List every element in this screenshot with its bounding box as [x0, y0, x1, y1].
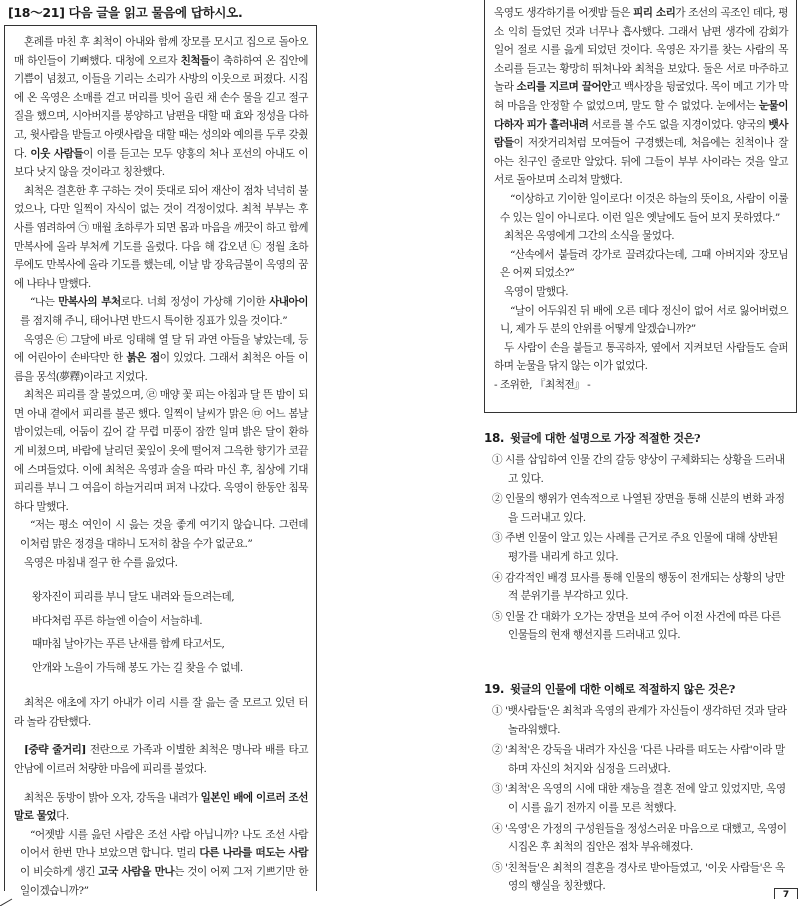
- text-run: 전란으로 가족과 이별한 최척은 명나라 배를 타고 안남에 이르러 처량한 마음에 피리를 불었다.: [14, 744, 308, 775]
- emphasized-text: 고국 사람을 만나: [98, 865, 175, 878]
- narrative-paragraph: [494, 283, 788, 302]
- text-run: “나는: [30, 296, 59, 309]
- poem: [14, 586, 308, 680]
- narrative-paragraph: [14, 741, 308, 778]
- text-run: 최척은 옥영에게 그간의 소식을 물었다.: [504, 230, 675, 243]
- spacer: [14, 779, 308, 789]
- answer-choice[interactable]: ② '최척'은 강둑을 내려가 자신을 '다른 나라를 떠도는 사람'이라 말하며 자신의 처지와 심정을 드러냈다.: [492, 744, 785, 775]
- narrative-paragraph: [14, 386, 308, 516]
- dialogue-paragraph: [14, 826, 308, 900]
- text-run: 최척은 애초에 자기 아내가 이리 시를 잘 읊는 줄 모르고 있던 터라 놀라 감탄했다.: [14, 697, 308, 728]
- question-stem: [484, 681, 790, 697]
- poem-line: 왕자진이 피리를 부니 달도 내려와 들으려는데,: [32, 591, 235, 604]
- dialogue-paragraph: [14, 293, 308, 330]
- answer-choice[interactable]: ④ 감각적인 배경 묘사를 통해 인물의 행동이 전개되는 상황의 낭만적 분위기를 부각하고 있다.: [492, 571, 785, 603]
- text-run: “산속에서 붙들려 강가로 끌려갔다는데, 그때 아버지와 장모님은 어찌 되었소?”: [500, 248, 788, 280]
- text-run: 이 비슷하게 생긴: [20, 865, 99, 878]
- narrative-paragraph: [14, 554, 308, 573]
- text-run: 두 사람이 손을 붙들고 통곡하자, 옆에서 지켜보던 사람들도 슬퍼하며 눈물을 닦지 않는 이가 없었다.: [494, 341, 788, 373]
- text-run: “이상하고 기이한 일이로다! 이것은 하늘의 뜻이요, 사람이 이룰 수 있는 일이 아니로다. 이런 일은 옛날에도 들어 보지 못하였다.”: [500, 192, 788, 224]
- poem-line: 때마침 날아가는 푸른 난새를 함께 타고서도,: [32, 638, 225, 651]
- text-run: 최척은 동방이 밝아 오자, 강독을 내려가: [24, 791, 201, 804]
- question-text: 윗글의 인물에 대한 이해로 적절하지 않은 것은?: [510, 682, 735, 696]
- emphasized-text: 일본인 배에 이르러 조선말로 물었: [14, 791, 308, 823]
- emphasized-text: 사내아이: [269, 296, 308, 309]
- spacer: [14, 731, 308, 741]
- narrative-paragraph: [14, 182, 308, 294]
- question-number: 19.: [484, 682, 505, 696]
- answer-choice[interactable]: ① 시를 삽입하여 인물 간의 갈등 양상이 구체화되는 상황을 드러내고 있다.: [492, 454, 785, 485]
- emphasized-text: 피리 소리: [632, 7, 676, 19]
- dialogue-paragraph: [494, 190, 788, 227]
- text-run: “날이 어두워진 뒤 배에 오른 데다 정신이 없어 서로 잃어버렸으니, 제가 두 분의 안위를 어떻게 알겠습니까?”: [500, 304, 788, 336]
- corner-mark: [0, 891, 14, 899]
- answer-choice[interactable]: ② 인물의 행위가 연속적으로 나열된 장면을 통해 신분의 변화 과정을 드러내고 있다.: [492, 493, 785, 524]
- spacer: [14, 572, 308, 586]
- question-number: 18.: [484, 431, 505, 445]
- narrative-paragraph: [494, 339, 788, 376]
- narrative-paragraph: [494, 227, 788, 246]
- emphasized-text: 소리를 지르며 끌어안: [516, 81, 611, 94]
- text-run: 옥영도 생각하기를 어젯밤 들은: [494, 7, 633, 19]
- text-run: 옥영은 ㉢ 그달에 바로 잉태해 열 달 뒤 과연 아들을 낳았는데, 등에 어린아이 손바닥만 한: [14, 333, 308, 365]
- text-run: 다.: [56, 810, 69, 823]
- text-run: “어젯밤 시를 읊던 사람은 조선 사람 아닙니까? 나도 조선 사람이어서 한번 만나 보았으면 합니다. 멀리: [20, 828, 308, 860]
- text-run: 이 이를 듣고는 모두 양홍의 처나 포선의 아내도 이보다 낫지 않을 것이라고 칭찬했다.: [14, 147, 308, 179]
- text-run: 이 축하하여 온 집안에 기쁨이 넘쳤고, 이들을 기리는 소리가 사방의 이웃으로 퍼졌다. 시집에 온 옥영은 소매를 걷고 머리를 빗어 올린 채 손수 물을 긷고 절구질을 했으며, 시아버지를 봉양하고 남편을 대할 때 효와 정성을 다하고, 윗사람을 받들고 아랫사람을 대할 때는 성의와 예의를 두루 갖췄다.: [14, 54, 308, 160]
- emphasized-text: 다른 나라를 떠도는 사람: [199, 847, 309, 860]
- narrative-paragraph: [494, 4, 788, 190]
- question-text: 윗글에 대한 설명으로 가장 적절한 것은?: [510, 431, 701, 445]
- dialogue-paragraph: [494, 302, 788, 339]
- emphasized-text: 이웃 사람들: [30, 147, 84, 160]
- answer-choice[interactable]: ① '뱃사람들'은 최척과 옥영의 관계가 자신들이 생각하던 것과 달라 놀라워했다.: [492, 705, 787, 736]
- text-run: 혼례를 마친 후 최척이 아내와 함께 장모를 모시고 집으로 돌아오매 하인들이 기뻐했다. 대청에 오르자: [14, 36, 308, 67]
- emphasized-text: 만복사의 부처: [58, 296, 121, 309]
- question-18: [484, 430, 790, 647]
- emphasized-text: [중략 줄거리]: [24, 744, 86, 757]
- question-range-header: [18～21] 다음 글을 읽고 물음에 답하시오.: [8, 5, 243, 20]
- question-stem: [484, 430, 790, 446]
- poem-line: 안개와 노을이 가득해 봉도 가는 길 찾을 수 없네.: [32, 661, 243, 674]
- text-run: 는 것이 어찌 그저 기쁘기만 한 일이겠습니까?”: [20, 865, 308, 897]
- answer-choice[interactable]: ③ 주변 인물이 알고 있는 사례를 근거로 주요 인물에 대해 상반된 평가를 내리게 하고 있다.: [492, 532, 778, 563]
- passage-right-column: [494, 4, 788, 394]
- emphasized-text: 뱃사람들: [494, 118, 788, 150]
- text-run: 가 조선의 곡조인 데다, 평소 익히 들었던 것과 너무나 흡사했다. 그래서 남편 생각에 감회가 일어 절로 시를 읊게 되었던 것이다. 옥영은 자기를 찾는 사람의 목소리를 듣고는 황망히 뛰쳐나와 최척을 보았다. 둘은 서로 마주하고 놀라: [494, 7, 788, 94]
- text-run: 이 있었다. 그래서 최척은 아들 이름을 몽석(夢釋)이라고 지었다.: [14, 352, 308, 383]
- answer-choice[interactable]: ③ '최척'은 옥영의 시에 대한 재능을 결혼 전에 알고 있었지만, 옥영이 시를 읊기 전까지 이를 모른 척했다.: [492, 783, 786, 814]
- passage-left-column: [14, 33, 308, 900]
- text-run: 옥영은 마침내 절구 한 수를 읊었다.: [24, 556, 178, 569]
- source-attribution: - 조위한, 『최척전』 -: [494, 378, 591, 391]
- narrative-paragraph: [14, 789, 308, 826]
- narrative-paragraph: [14, 33, 308, 182]
- emphasized-text: 붉은 점: [126, 352, 160, 365]
- text-run: 최척은 결혼한 후 구하는 것이 뜻대로 되어 재산이 점차 넉넉히 불었으나, 다만 일찍이 자식이 없는 것이 걱정이었다. 최척 부부는 후사를 염려하여 ㉠ 매월 초하루가 되면 몸과 마음을 깨끗이 하고 함께 만복사에 올라 부처께 기도를 올렸다. 다음 해 갑오년 ㉡ 정월 초하루에도 만복사에 올라 기도를 했는데, 이날 밤 장육금불이 옥영의 꿈에 나타나 말했다.: [14, 184, 308, 290]
- page-number: 7: [774, 888, 798, 899]
- emphasized-text: 친척들: [180, 54, 210, 67]
- question-19: [484, 681, 790, 898]
- text-run: 최척은 피리를 잘 불었으며, ㉣ 매양 꽃 피는 아침과 달 뜬 밤이 되면 아내 곁에서 피리를 불곤 했다. 일찍이 날씨가 맑은 ㉤ 어느 봄날 밤이었는데, 어둠이 깊어 갈 무렵 미풍이 잠깐 일며 밝은 달이 환하게 비쳤으며, 바람에 날리던 꽃잎이 옷에 떨어져 그윽한 향기가 코끝에 스며들었다. 이에 최척은 옥영과 술을 따라 마신 후, 침상에 기대 피리를 부니 그 여음이 하늘거리며 퍼져 나갔다. 옥영이 한동안 침묵하다 말했다.: [14, 389, 308, 513]
- answer-choice[interactable]: ⑤ 인물 간 대화가 오가는 장면을 보여 주어 이전 사건에 따른 다른 인물들의 현재 행선지를 드러내고 있다.: [492, 610, 781, 642]
- text-run: 를 점지해 주니, 태어나면 반드시 특이한 징표가 있을 것이다.”: [20, 314, 288, 327]
- answer-choice[interactable]: ④ '옥영'은 가정의 구성원들을 정성스러운 마음으로 대했고, 옥영이 시집온 후 최척의 집안은 점차 부유해졌다.: [492, 822, 787, 854]
- text-run: 로다. 너희 정성이 가상해 기이한: [120, 296, 270, 309]
- poem-line: 바다처럼 푸른 하늘엔 이슬이 서늘하네.: [32, 614, 203, 627]
- answer-choice[interactable]: ⑤ '친척들'은 최척의 결혼을 경사로 받아들였고, '이웃 사람들'은 옥영의 행실을 칭찬했다.: [492, 861, 785, 893]
- dialogue-paragraph: [494, 246, 788, 283]
- text-run: 고 백사장을 뒹굴었다. 목이 메고 기가 막혀 마음을 안정할 수 없었으며, 말도 할 수 없었다. 눈에서는: [494, 81, 789, 112]
- text-run: “저는 평소 여인이 시 읊는 것을 좋게 여기지 않습니다. 그런데 이처럼 맑은 정경을 대하니 도저히 참을 수가 없군요.”: [20, 519, 308, 551]
- text-run: 옥영이 말했다.: [504, 285, 569, 298]
- spacer: [14, 680, 308, 694]
- dialogue-paragraph: [14, 516, 308, 553]
- emphasized-text: 눈물이 다하자 피가 흘러내려: [494, 99, 788, 131]
- text-run: 이 저잣거리처럼 모여들어 구경했는데, 처음에는 친척이나 잘 아는 친구인 줄로만 알았다. 뒤에 그들이 부부 사이라는 것을 알고 서로 돌아보며 소리쳐 말했다.: [494, 137, 788, 187]
- text-run: 서로를 볼 수도 없을 지경이었다. 양국의: [588, 118, 769, 131]
- narrative-paragraph: [14, 331, 308, 387]
- narrative-paragraph: [14, 694, 308, 731]
